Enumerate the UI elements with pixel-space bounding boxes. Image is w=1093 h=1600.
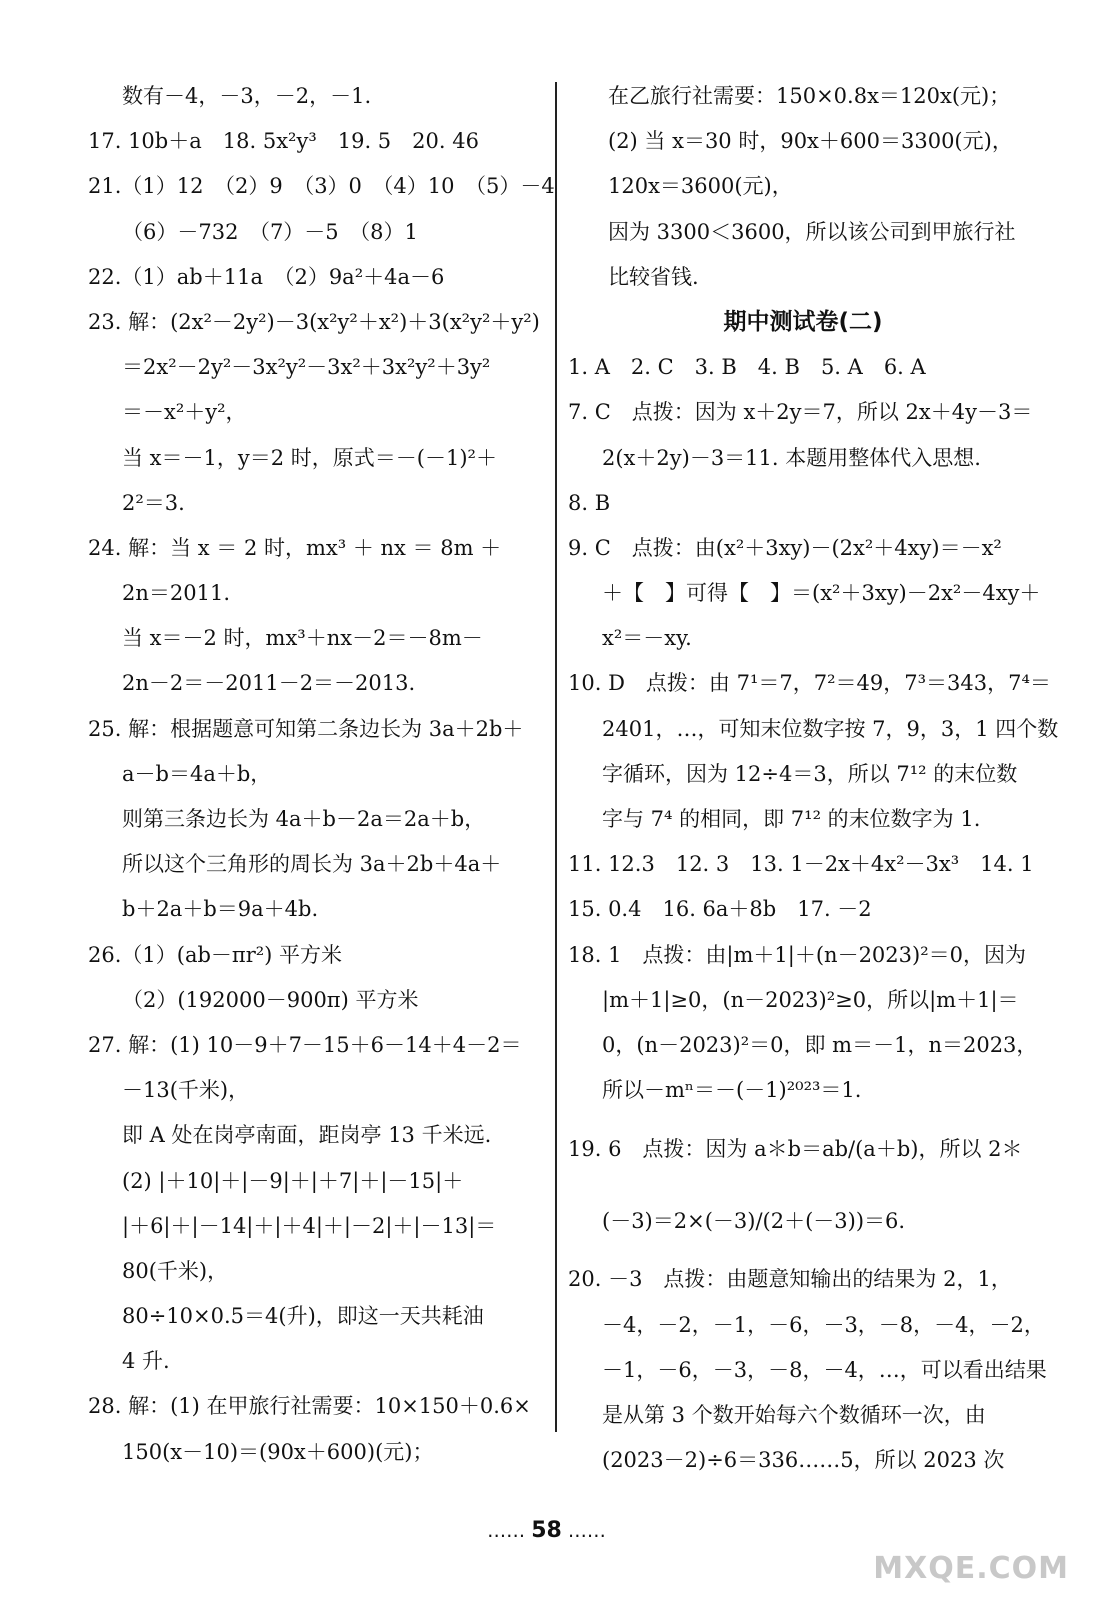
answer-line: 则第三条边长为 4a＋b－2a＝2a＋b， bbox=[122, 807, 486, 831]
answer-line: 当 x＝－1，y＝2 时，原式＝－(－1)²＋ bbox=[122, 445, 497, 470]
answer-line: 2n－2＝－2011－2＝－2013. bbox=[122, 671, 416, 696]
answer-line: 2401，…，可知末位数字按 7，9，3，1 四个数 bbox=[602, 716, 1059, 741]
answer-line: b＋2a＋b＝9a＋4b. bbox=[122, 897, 319, 922]
answer-line: 17. 10b＋a 18. 5x²y³ 19. 5 20. 46 bbox=[88, 129, 479, 154]
answer-line: 2n＝2011. bbox=[122, 581, 231, 606]
answer-line: 80(千米)， bbox=[122, 1258, 229, 1283]
answer-line: (2) |＋10|＋|－9|＋|＋7|＋|－15|＋ bbox=[122, 1168, 464, 1193]
answer-line: ＝2x²－2y²－3x²y²－3x²＋3x²y²＋3y² bbox=[122, 355, 491, 380]
right-column bbox=[568, 74, 1059, 1483]
answer-line: 在乙旅行社需要：150×0.8x＝120x(元)； bbox=[608, 84, 1011, 108]
answer-line: 27. 解：(1) 10－9＋7－15＋6－14＋4－2＝ bbox=[88, 1032, 522, 1057]
page-footer bbox=[0, 1518, 1093, 1543]
answer-line: (2) 当 x＝30 时，90x＋600＝3300(元)， bbox=[608, 129, 1013, 154]
answer-line: ＋【 】可得【 】＝(x²＋3xy)－2x²－4xy＋ bbox=[602, 581, 1041, 606]
answer-line: 22.（1）ab＋11a （2）9a²＋4a－6 bbox=[88, 264, 445, 289]
answer-line: (－3)＝2×(－3)/(2＋(－3))＝6. bbox=[602, 1209, 906, 1234]
answer-line: ＝－x²＋y²， bbox=[122, 400, 247, 425]
answer-line: 25. 解：根据题意可知第二条边长为 3a＋2b＋ bbox=[88, 716, 524, 741]
column-divider bbox=[555, 82, 557, 1432]
answer-line: 9. C 点拨：由(x²＋3xy)－(2x²＋4xy)＝－x² bbox=[568, 535, 1002, 560]
answer-line: |m＋1|≥0，(n－2023)²≥0，所以|m＋1|＝ bbox=[602, 987, 1019, 1012]
answer-line: 28. 解：(1) 在甲旅行社需要：10×150＋0.6× bbox=[88, 1394, 531, 1419]
footer-dots-right: …… bbox=[567, 1520, 606, 1542]
answer-line: －1，－6，－3，－8，－4，…，可以看出结果 bbox=[602, 1357, 1047, 1382]
answer-line: 即 A 处在岗亭南面，距岗亭 13 千米远. bbox=[122, 1123, 492, 1148]
answer-line: 120x＝3600(元)， bbox=[608, 174, 793, 199]
answer-line: a－b＝4a＋b， bbox=[122, 761, 272, 786]
answer-line: 20. －3 点拨：由题意知输出的结果为 2，1， bbox=[568, 1267, 1012, 1292]
answer-line: 8. B bbox=[568, 490, 611, 515]
answer-line: 10. D 点拨：由 7¹＝7，7²＝49，7³＝343，7⁴＝ bbox=[568, 671, 1051, 696]
answer-line: （2）(192000－900π) 平方米 bbox=[122, 987, 419, 1012]
answer-line: 1. A 2. C 3. B 4. B 5. A 6. A bbox=[568, 355, 926, 380]
footer-dots-left: …… bbox=[487, 1520, 526, 1542]
answer-line: 7. C 点拨：因为 x＋2y＝7，所以 2x＋4y－3＝ bbox=[568, 400, 1033, 425]
answer-line: 4 升. bbox=[122, 1349, 170, 1374]
answer-line: 比较省钱. bbox=[608, 264, 699, 289]
answer-line: 2(x＋2y)－3＝11. 本题用整体代入思想. bbox=[602, 445, 981, 470]
answer-line: 所以这个三角形的周长为 3a＋2b＋4a＋ bbox=[122, 852, 502, 877]
answer-line: 所以－mⁿ＝－(－1)²⁰²³＝1. bbox=[602, 1078, 862, 1103]
answer-line: 字与 7⁴ 的相同，即 7¹² 的末位数字为 1. bbox=[602, 807, 981, 831]
answer-line: 0，(n－2023)²＝0，即 m＝－1，n＝2023， bbox=[602, 1032, 1038, 1057]
left-column bbox=[88, 74, 555, 1475]
answer-line: 24. 解：当 x ＝ 2 时，mx³ ＋ nx ＝ 8m ＋ bbox=[88, 535, 502, 560]
answer-line: 80÷10×0.5＝4(升)，即这一天共耗油 bbox=[122, 1304, 484, 1329]
answer-line: －13(千米)， bbox=[122, 1078, 250, 1103]
answer-line: 150(x－10)＝(90x＋600)(元)； bbox=[122, 1439, 434, 1464]
answer-line: 字循环，因为 12÷4＝3，所以 7¹² 的末位数 bbox=[602, 761, 1018, 786]
answer-line: x²＝－xy. bbox=[602, 626, 692, 651]
answer-line: 11. 12.3 12. 3 13. 1－2x＋4x²－3x³ 14. 1 bbox=[568, 852, 1034, 877]
page-number: 58 bbox=[531, 1518, 562, 1543]
watermark-logo: MXQE.COM bbox=[873, 1551, 1069, 1586]
answer-line: 数有－4，－3，－2，－1. bbox=[122, 84, 372, 108]
answer-line: （6）－732 （7）－5 （8）1 bbox=[122, 219, 418, 244]
answer-line: 18. 1 点拨：由|m＋1|＋(n－2023)²＝0，因为 bbox=[568, 942, 1026, 967]
answer-line: (2023－2)÷6＝336……5，所以 2023 次 bbox=[602, 1448, 1005, 1473]
answer-line: 2²＝3. bbox=[122, 490, 185, 515]
answer-line: 21.（1）12 （2）9 （3）0 （4）10 （5）－4 bbox=[88, 174, 555, 199]
answer-line: 26.（1）(ab－πr²) 平方米 bbox=[88, 942, 343, 967]
answer-line: －4，－2，－1，－6，－3，－8，－4，－2， bbox=[602, 1312, 1045, 1337]
answer-line: 是从第 3 个数开始每六个数循环一次，由 bbox=[602, 1402, 986, 1427]
section-heading: 期中测试卷(二) bbox=[723, 308, 883, 335]
answer-line: 19. 6 点拨：因为 a＊b＝ab/(a＋b)，所以 2＊ bbox=[568, 1137, 1023, 1162]
answer-line: 23. 解：(2x²－2y²)－3(x²y²＋x²)＋3(x²y²＋y²) bbox=[88, 309, 540, 334]
answer-line: 当 x＝－2 时，mx³＋nx－2＝－8m－ bbox=[122, 626, 483, 651]
answer-line: 因为 3300＜3600，所以该公司到甲旅行社 bbox=[608, 219, 1016, 244]
answer-line: 15. 0.4 16. 6a＋8b 17. －2 bbox=[568, 897, 872, 922]
answer-line: |＋6|＋|－14|＋|＋4|＋|－2|＋|－13|＝ bbox=[122, 1213, 497, 1238]
